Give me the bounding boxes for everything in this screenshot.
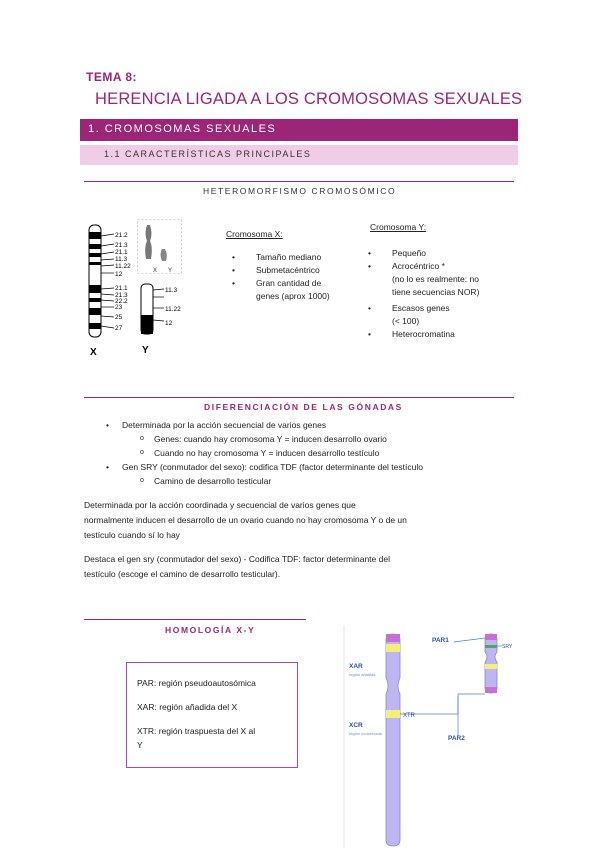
x-band-label: 21.3	[115, 292, 128, 299]
y-item: • Escasos genes	[368, 302, 479, 315]
gonadas-para-line: Destaca el gen sry (conmutador del sexo) - Codifica TDF: factor determinante del	[84, 554, 390, 564]
subsection-label: 1.1 CARACTERÍSTICAS PRINCIPALES	[104, 149, 312, 159]
x-band-label: 21.3	[115, 242, 128, 249]
subsection-band	[80, 145, 518, 165]
x-band-label: 27	[115, 325, 123, 332]
gonadas-bullet: • Determinada por la acción secuencial de varios genes	[84, 418, 524, 432]
sry-label: SRY	[502, 644, 513, 650]
x-item-cont: genes (aprox 1000)	[256, 291, 330, 301]
y-item: • Acrocéntrico *	[368, 260, 479, 273]
legend-line: Y	[137, 740, 143, 750]
y-band-label: 12	[165, 320, 173, 327]
legend-line: XTR: región traspuesta del X al	[137, 726, 256, 736]
gonadas-subbullet: o Camino de desarrollo testicular	[84, 474, 524, 488]
x-band-label: 11.3	[115, 256, 128, 263]
gonadas-bullet: • Gen SRY (conmutador del sexo): codifica TDF (factor determinante del testículo	[84, 460, 524, 474]
y-label: Y	[142, 345, 149, 356]
x-band-label: 12	[115, 271, 123, 278]
y-ideogram	[136, 280, 206, 360]
section-label: 1. CROMOSOMAS SEXUALES	[88, 123, 277, 135]
y-band-label: 11.22	[165, 306, 181, 313]
xar-label: XAR	[349, 663, 363, 670]
photo-x-label: X	[153, 268, 158, 274]
divider	[84, 181, 514, 182]
gonadas-subbullet: o Cuando no hay cromosoma Y = inducen desarrollo testículo	[84, 446, 524, 460]
x-band-label: 21.2	[115, 232, 128, 239]
x-band-label: 21.1	[115, 249, 128, 256]
par2-label: PAR2	[448, 735, 465, 742]
legend-box	[126, 662, 298, 768]
page-title: HERENCIA LIGADA A LOS CROMOSOMAS SEXUALES	[95, 90, 523, 108]
gonadas-para-line: testículo (escoge el camino de desarrollo testicular).	[84, 569, 281, 579]
chromosome-photo	[137, 219, 183, 275]
x-band-label: 25	[115, 314, 123, 321]
legend-line: PAR: región pseudoautosómica	[137, 678, 256, 688]
x-item: • Submetacéntrico	[232, 264, 330, 277]
x-item: • Tamaño mediano	[232, 251, 330, 264]
y-item: • Heterocromatina	[368, 328, 479, 341]
gonadas-para-line: Determinada por la acción coordinada y secuencial de varios genes que	[84, 500, 356, 510]
divider	[84, 619, 306, 620]
y-band-label: 11.3	[165, 287, 178, 294]
x-band-label: 22.2	[115, 298, 128, 305]
x-heading: Cromosoma X:	[226, 229, 283, 239]
x-item: • Gran cantidad de	[232, 277, 330, 290]
hetero-title: HETEROMORFISMO CROMOSÓMICO	[203, 186, 397, 196]
y-heading: Cromosoma Y:	[370, 222, 427, 232]
xcr-label: XCR	[349, 722, 363, 729]
x-band-label: 23	[115, 304, 123, 311]
xtr-label: XTR	[403, 713, 415, 719]
gonadas-title: DIFERENCIACIÓN DE LAS GÓNADAS	[204, 402, 403, 412]
y-item-cont: (< 100)	[392, 316, 420, 326]
gonadas-para-line: normalmente inducen el desarrollo de un ovario cuando no hay cromosoma Y o de un	[84, 515, 407, 525]
legend-line: XAR: región añadida del X	[137, 702, 238, 712]
divider	[84, 397, 514, 398]
par1-label: PAR1	[432, 637, 449, 644]
y-item-cont: tiene secuencias NOR)	[392, 287, 480, 297]
gonadas-para-line: testículo cuando sí lo hay	[84, 530, 180, 540]
y-item-cont: (no lo es realmente: no	[392, 274, 479, 284]
homologia-title: HOMOLOGÍA X-Y	[165, 625, 256, 635]
x-band-label: 21.1	[115, 285, 128, 292]
xar-sub-label: región añadida	[349, 672, 376, 677]
x-label: X	[90, 347, 97, 358]
photo-y-label: Y	[168, 268, 173, 274]
tema-label: TEMA 8:	[86, 70, 138, 84]
gonadas-subbullet: o Genes: cuando hay cromosoma Y = inducen desarrollo ovario	[84, 432, 524, 446]
x-band-label: 11.22	[115, 263, 131, 270]
homology-diagram	[340, 626, 530, 848]
xcr-sub-label: región conservada	[349, 731, 382, 736]
section-band-1	[80, 119, 518, 141]
y-item: • Pequeño	[368, 247, 479, 260]
